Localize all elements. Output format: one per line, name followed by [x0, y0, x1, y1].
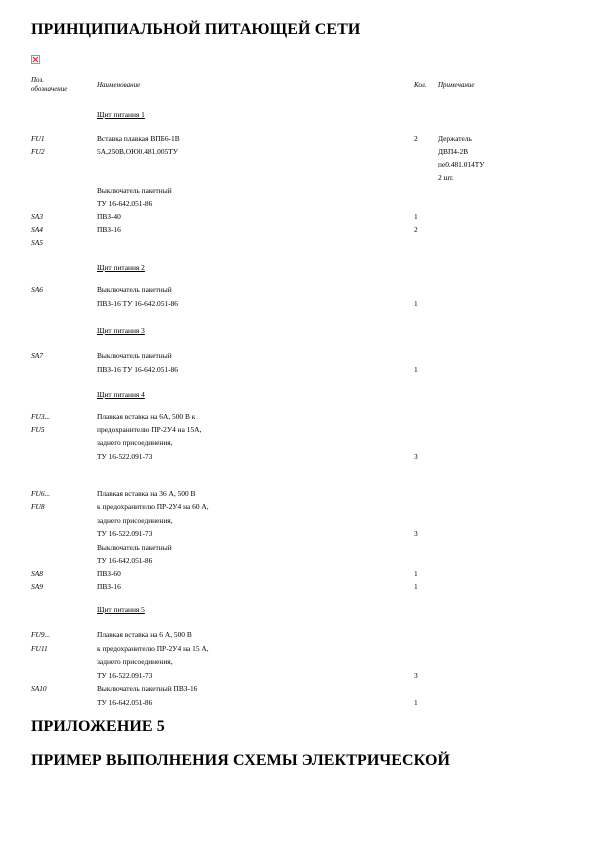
row-qty: 1 [414, 698, 418, 707]
row-qty: 1 [414, 582, 418, 591]
table-row [0, 669, 595, 682]
section-title: Щит питания 1 [97, 110, 145, 119]
row-qty: 1 [414, 299, 418, 308]
row-name: ПВЗ-60 [97, 569, 121, 578]
table-row [0, 410, 595, 423]
table-row [0, 628, 595, 641]
table-row [0, 554, 595, 567]
row-pos: FU3... [31, 412, 51, 421]
table-row [0, 487, 595, 500]
row-name: заднего присоединения, [97, 438, 173, 447]
table-row [0, 696, 595, 709]
row-name: Выключатель пакетный [97, 186, 172, 195]
section-title: Щит питания 5 [97, 605, 145, 614]
column-header-pos-line1: Поз. [31, 76, 44, 84]
row-name: ПВЗ-16 [97, 582, 121, 591]
column-header-qty: Кол. [414, 81, 427, 89]
row-name: ТУ 16-522.091-73 [97, 452, 153, 461]
row-note: ДВП4-2В [438, 147, 469, 156]
row-pos: SA7 [31, 351, 43, 360]
row-qty: 2 [414, 225, 418, 234]
row-qty: 1 [414, 365, 418, 374]
row-name: Выключатель пакетный [97, 543, 172, 552]
table-row [0, 132, 595, 145]
row-note: 2 шт. [438, 173, 454, 182]
column-header-name: Наименование [97, 81, 141, 89]
table-row [0, 527, 595, 540]
row-pos: FU9... [31, 630, 51, 639]
table-row [0, 580, 595, 593]
row-pos: SA8 [31, 569, 43, 578]
row-pos: SA5 [31, 238, 43, 247]
table-row [0, 567, 595, 580]
row-qty: 1 [414, 212, 418, 221]
row-pos: SA10 [31, 684, 47, 693]
table-row [0, 283, 595, 296]
table-row [0, 171, 595, 184]
row-pos: SA9 [31, 582, 43, 591]
row-pos: SA4 [31, 225, 43, 234]
row-name: ПВЗ-16 [97, 225, 121, 234]
row-name: ПВЗ-40 [97, 212, 121, 221]
row-pos: SA3 [31, 212, 43, 221]
row-qty: 3 [414, 671, 418, 680]
table-row [0, 297, 595, 310]
row-name: ТУ 16-642.051-86 [97, 199, 153, 208]
row-name: к предохранителю ПР-2У4 на 60 А, [97, 502, 209, 511]
table-row [0, 363, 595, 376]
table-row [0, 145, 595, 158]
row-pos: FU1 [31, 134, 45, 143]
table-row [0, 223, 595, 236]
table-row [0, 184, 595, 197]
table-row [0, 197, 595, 210]
section-title: Щит питания 3 [97, 326, 145, 335]
column-header-note: Примечание [438, 81, 475, 89]
column-header-pos [31, 76, 67, 94]
table-row [0, 423, 595, 436]
row-name: ТУ 16-642.051-86 [97, 698, 153, 707]
row-note: пе0.481.014ТУ [438, 160, 485, 169]
row-pos: FU2 [31, 147, 45, 156]
row-name: ТУ 16-642.051-86 [97, 556, 153, 565]
table-row [0, 236, 595, 249]
table-row [0, 436, 595, 449]
section-title: Щит питания 4 [97, 390, 145, 399]
appendix-heading: ПРИЛОЖЕНИЕ 5 [31, 718, 165, 735]
column-header-pos-line2: обозначение [31, 85, 68, 93]
row-name: ПВЗ-16 ТУ 16-642.051-86 [97, 365, 178, 374]
table-row [0, 541, 595, 554]
table-row [0, 682, 595, 695]
row-name: 5А,250В,ОЮ0.481.005ТУ [97, 147, 178, 156]
row-name: предохранителю ПР-2У4 на 15А, [97, 425, 202, 434]
table-row [0, 514, 595, 527]
row-name: ТУ 16-522.091-73 [97, 671, 153, 680]
row-pos: FU6... [31, 489, 51, 498]
table-row [0, 500, 595, 513]
row-name: Плавкая вставка на 6 А, 500 В [97, 630, 192, 639]
row-name: ТУ 16-522.091-73 [97, 529, 153, 538]
row-name: Выключатель пакетный ПВЗ-16 [97, 684, 198, 693]
table-row [0, 450, 595, 463]
row-name: заднего присоединения, [97, 516, 173, 525]
scheme-heading: ПРИМЕР ВЫПОЛНЕНИЯ СХЕМЫ ЭЛЕКТРИЧЕСКОЙ [31, 752, 451, 769]
row-name: Выключатель пакетный [97, 285, 172, 294]
table-row [0, 642, 595, 655]
row-pos: FU5 [31, 425, 45, 434]
section-title: Щит питания 2 [97, 263, 145, 272]
row-pos: FU8 [31, 502, 45, 511]
row-name: ПВЗ-16 ТУ 16-642.051-86 [97, 299, 178, 308]
row-qty: 1 [414, 569, 418, 578]
row-pos: SA6 [31, 285, 43, 294]
table-row [0, 655, 595, 668]
row-name: Плавкая вставка на 36 А, 500 В [97, 489, 196, 498]
row-name: Выключатель пакетный [97, 351, 172, 360]
row-pos: FU11 [31, 644, 48, 653]
page-heading: ПРИНЦИПИАЛЬНОЙ ПИТАЮЩЕЙ СЕТИ [31, 21, 361, 38]
row-name: к предохранителю ПР-2У4 на 15 А, [97, 644, 209, 653]
row-qty: 3 [414, 529, 418, 538]
row-qty: 2 [414, 134, 418, 143]
table-row [0, 210, 595, 223]
table-row [0, 349, 595, 362]
row-name: заднего присоединения, [97, 657, 173, 666]
row-qty: 3 [414, 452, 418, 461]
row-name: Плавкая вставка на 6А, 500 В к [97, 412, 196, 421]
row-note: Держатель [438, 134, 472, 143]
row-name: Вставка плавкая ВПБ6-1В [97, 134, 180, 143]
table-row [0, 158, 595, 171]
broken-image-icon [31, 55, 40, 64]
